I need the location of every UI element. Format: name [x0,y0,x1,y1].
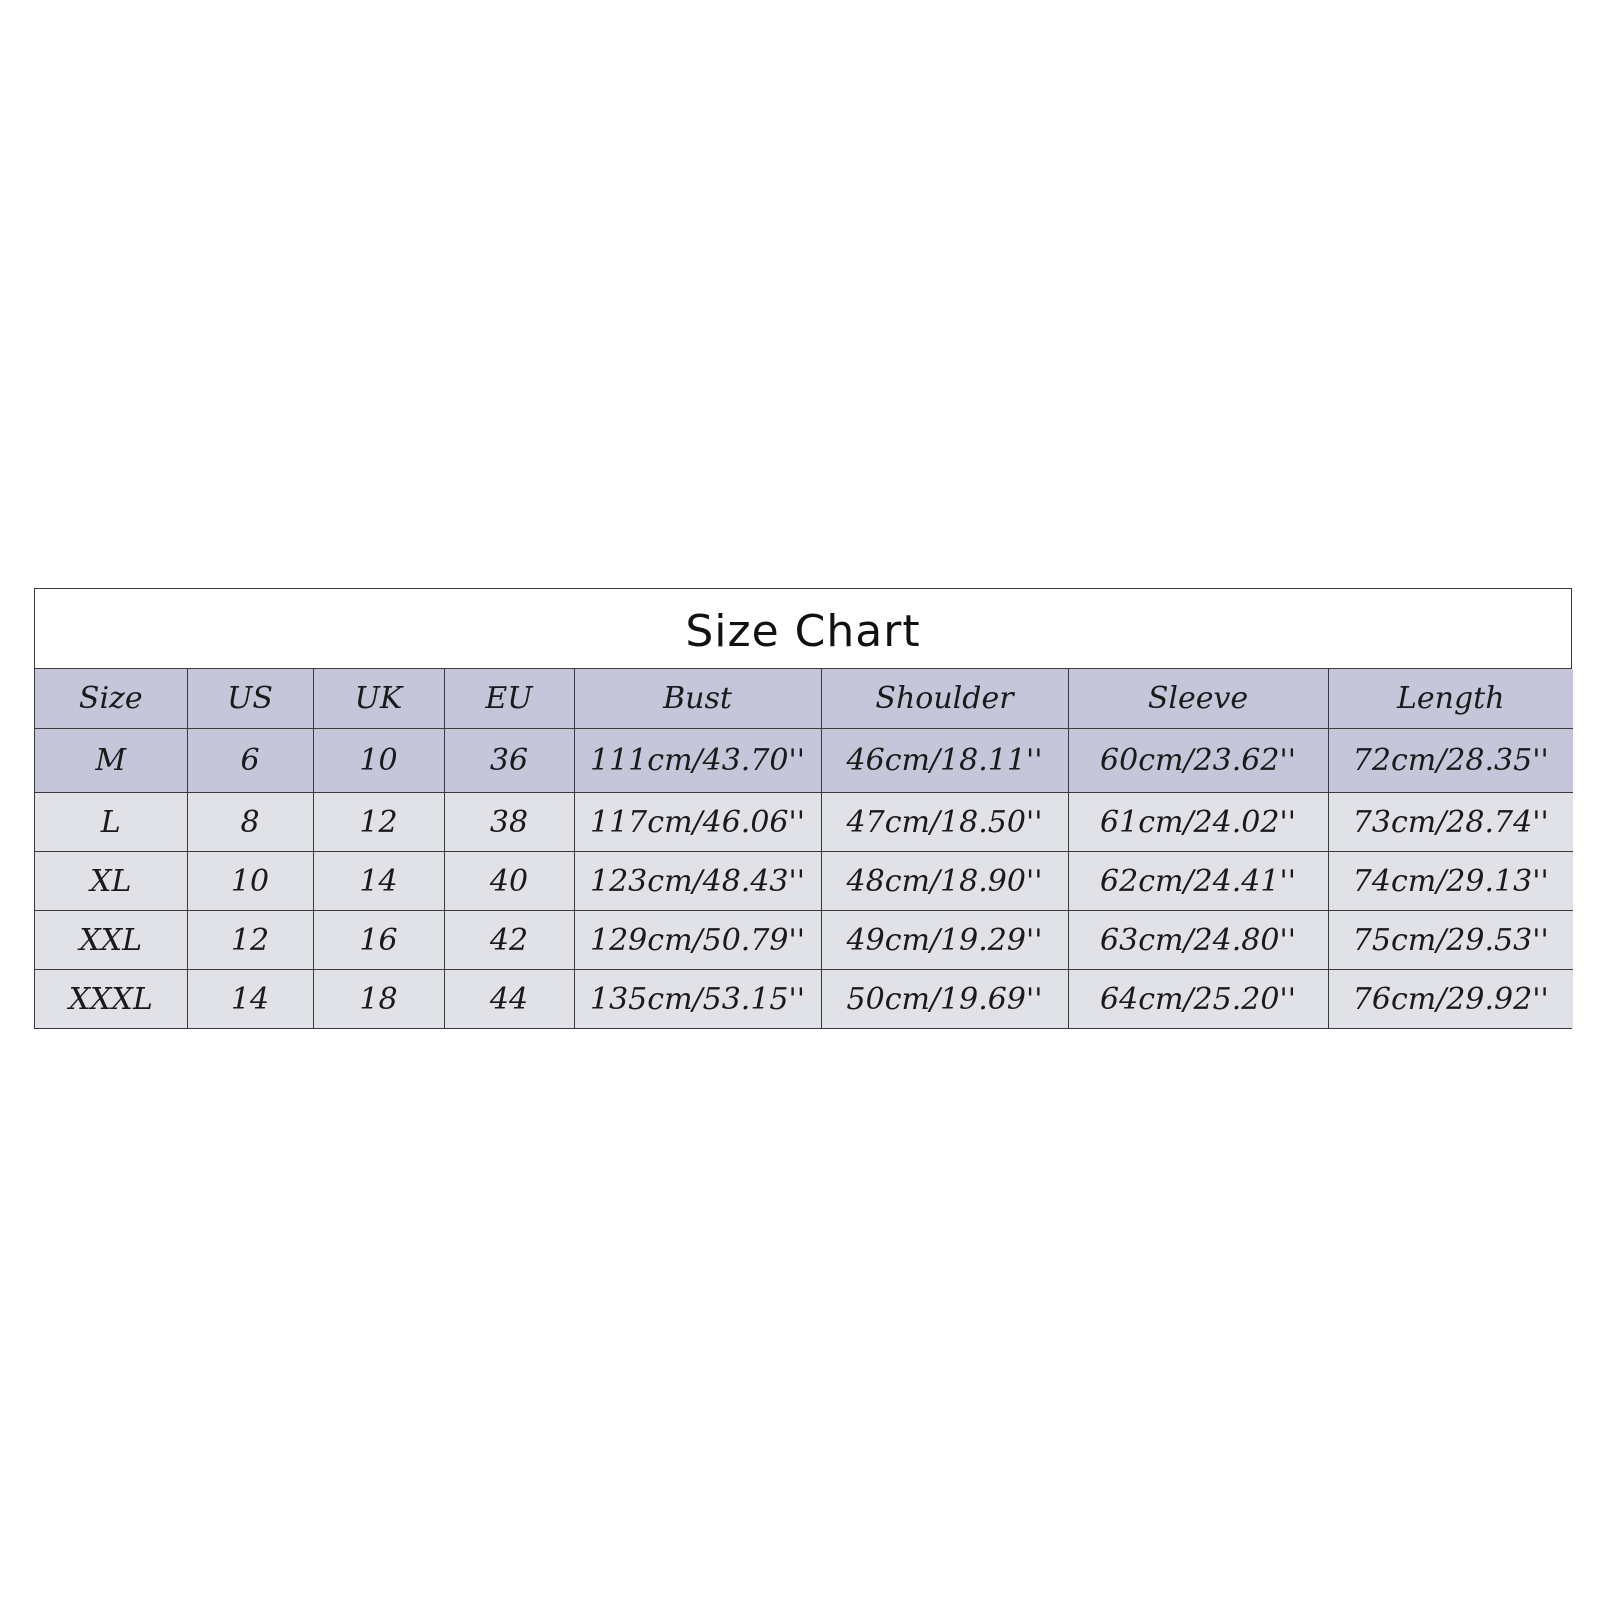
cell-uk: 14 [313,852,444,911]
header-length: Length [1328,669,1573,729]
cell-uk: 18 [313,970,444,1029]
table-row [35,852,1573,911]
cell-shoulder: 49cm/19.29'' [821,911,1068,970]
header-sleeve: Sleeve [1068,669,1328,729]
cell-us: 6 [187,729,313,793]
cell-size: XXL [35,911,187,970]
table-row [35,970,1573,1029]
cell-eu: 36 [444,729,574,793]
header-row [35,669,1573,729]
cell-us: 8 [187,793,313,852]
cell-bust: 129cm/50.79'' [574,911,821,970]
cell-shoulder: 47cm/18.50'' [821,793,1068,852]
cell-us: 14 [187,970,313,1029]
cell-eu: 42 [444,911,574,970]
chart-title: Size Chart [35,589,1571,669]
cell-bust: 111cm/43.70'' [574,729,821,793]
cell-shoulder: 50cm/19.69'' [821,970,1068,1029]
cell-size: XL [35,852,187,911]
cell-us: 10 [187,852,313,911]
cell-length: 74cm/29.13'' [1328,852,1573,911]
cell-size: XXXL [35,970,187,1029]
header-uk: UK [313,669,444,729]
header-shoulder: Shoulder [821,669,1068,729]
table-row [35,911,1573,970]
header-bust: Bust [574,669,821,729]
header-size: Size [35,669,187,729]
cell-eu: 40 [444,852,574,911]
cell-length: 75cm/29.53'' [1328,911,1573,970]
cell-bust: 117cm/46.06'' [574,793,821,852]
cell-sleeve: 62cm/24.41'' [1068,852,1328,911]
cell-bust: 123cm/48.43'' [574,852,821,911]
table-row [35,793,1573,852]
header-us: US [187,669,313,729]
cell-length: 73cm/28.74'' [1328,793,1573,852]
cell-size: M [35,729,187,793]
cell-size: L [35,793,187,852]
size-chart [34,588,1572,1029]
cell-sleeve: 63cm/24.80'' [1068,911,1328,970]
table-row [35,729,1573,793]
cell-sleeve: 60cm/23.62'' [1068,729,1328,793]
cell-uk: 10 [313,729,444,793]
cell-sleeve: 61cm/24.02'' [1068,793,1328,852]
header-eu: EU [444,669,574,729]
cell-length: 72cm/28.35'' [1328,729,1573,793]
size-table [35,669,1573,1028]
cell-uk: 16 [313,911,444,970]
cell-uk: 12 [313,793,444,852]
cell-eu: 44 [444,970,574,1029]
cell-sleeve: 64cm/25.20'' [1068,970,1328,1029]
cell-shoulder: 48cm/18.90'' [821,852,1068,911]
cell-eu: 38 [444,793,574,852]
cell-length: 76cm/29.92'' [1328,970,1573,1029]
cell-bust: 135cm/53.15'' [574,970,821,1029]
cell-shoulder: 46cm/18.11'' [821,729,1068,793]
cell-us: 12 [187,911,313,970]
